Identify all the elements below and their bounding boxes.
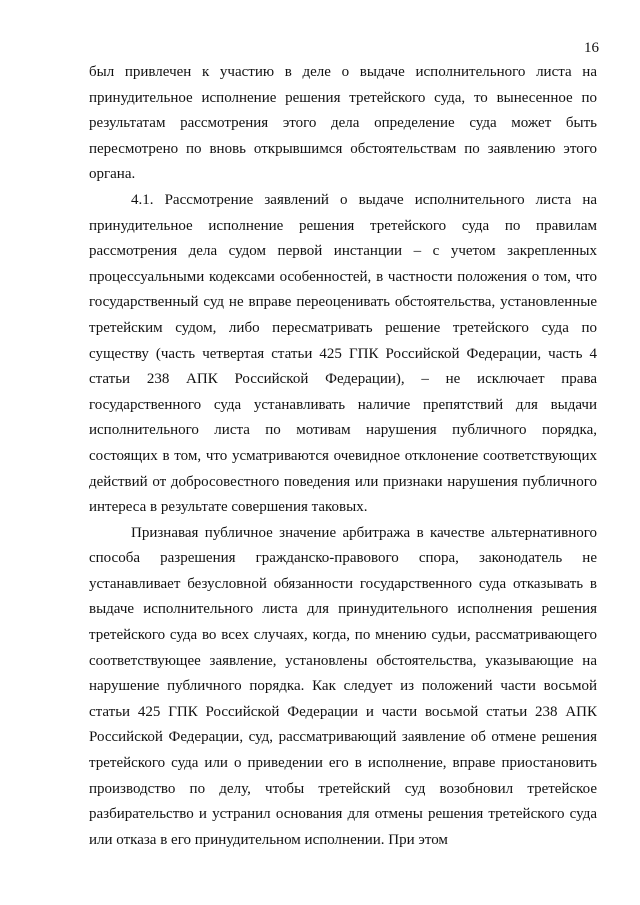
paragraph-public-arbitration: Признавая публичное значение арбитража в качестве альтернативного способа разрешения гражданско-правового спора, законодатель не устанавливает безусловной обязанности государственного суда отказывать в выдаче исполнительного листа для принудительного исполнения решения третейского суда во всех случаях, когда, по мнению судьи, рассматривающего соответствующее заявление, установлены обстоятельства, указывающие на нарушение публичного порядка. Как следует из положений части восьмой статьи 425 ГПК Российской Федерации и части восьмой статьи 238 АПК Российской Федерации, суд, рассматривающий заявление об отмене решения третейского суда или о приведении его в исполнение, вправе приостановить производство по делу, чтобы третейский суд возобновил третейское разбирательство и устранил основания для отмены решения третейского суда или отказа в его принудительном исполнении. При этом (89, 524, 597, 848)
paragraph-continuation: был привлечен к участию в деле о выдаче исполнительного листа на принудительное исполнение решения третейского суда, то вынесенное по результатам рассмотрения этого дела определение суда может быть пересмотрено по вновь открывшимся обстоятельствам по заявлению этого органа. (89, 64, 597, 183)
document-body (89, 60, 597, 853)
page-number: 16 (584, 40, 599, 56)
paragraph-4-1: 4.1. Рассмотрение заявлений о выдаче исполнительного листа на принудительное исполнение решения третейского суда по правилам рассмотрения дела судом первой инстанции – с учетом закрепленных процессуальными кодексами особенностей, в частности положения о том, что государственный суд не вправе переоценивать обстоятельства, установленные третейским судом, либо пересматривать решение третейского суда по существу (часть четвертая статьи 425 ГПК Российской Федерации, часть 4 статьи 238 АПК Российской Федерации), – не исключает права государственного суда устанавливать наличие препятствий для выдачи исполнительного листа по мотивам нарушения публичного порядка, состоящих в том, что усматриваются очевидное отклонение соответствующих действий от добросовестного поведения или признаки нарушения публичного интереса в результате совершения таковых. (89, 191, 597, 516)
